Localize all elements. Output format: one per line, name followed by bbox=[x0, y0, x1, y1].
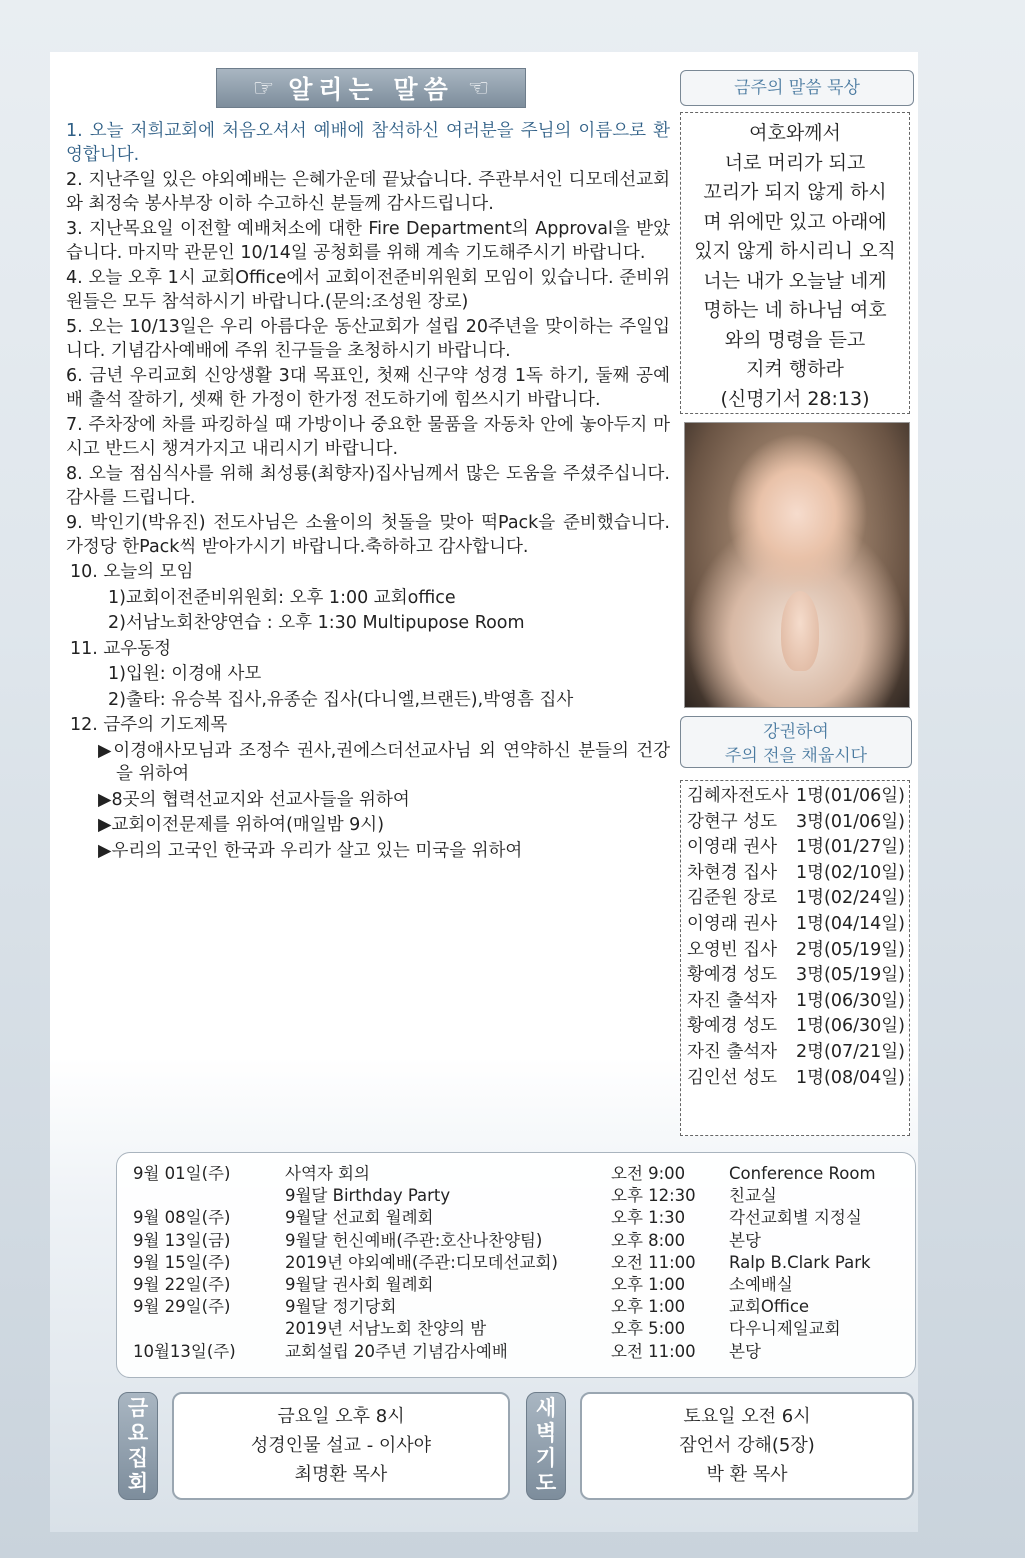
evangelist-name: 김준원 장로 bbox=[687, 888, 778, 909]
schedule-date: 9월 13일(금) bbox=[133, 1230, 231, 1250]
schedule-place: Conference Room bbox=[729, 1164, 876, 1183]
list-item bbox=[687, 938, 909, 964]
evangelism-count: 2명(05/19일) bbox=[795, 939, 905, 960]
table-row bbox=[117, 1318, 915, 1340]
schedule-table bbox=[116, 1152, 916, 1378]
evangelism-count: 1명(01/06일) bbox=[795, 786, 905, 806]
notice-item: 7. 주차장에 차를 파킹하실 때 가방이나 중요한 물품을 자동차 안에 놓아두지 마시고 반드시 챙겨가지고 내리시기 바랍니다. bbox=[66, 415, 670, 459]
prayer-item: ▶8곳의 협력선교지와 선교사들을 위하여 bbox=[98, 789, 410, 810]
list-item bbox=[687, 912, 909, 938]
evangelist-name: 이영래 권사 bbox=[687, 913, 778, 934]
dawn-prayer-label-text: 새벽기도 bbox=[535, 1396, 557, 1495]
schedule-date: 9월 08일(주) bbox=[133, 1208, 231, 1228]
schedule-place: 소예배실 bbox=[729, 1274, 793, 1294]
schedule-time: 오전 11:00 bbox=[611, 1341, 696, 1361]
prayer-item: ▶우리의 고국인 한국과 우리가 살고 있는 미국을 위하여 bbox=[98, 840, 523, 861]
evangelist-name: 김인선 성도 bbox=[687, 1067, 778, 1088]
evangelist-name: 황예경 성도 bbox=[687, 965, 778, 986]
friday-meeting-box bbox=[172, 1392, 510, 1500]
members-news-heading: 11. 교우동정 bbox=[70, 638, 172, 659]
meetings-heading: 10. 오늘의 모임 bbox=[70, 562, 194, 582]
friday-meeting-line: 성경인물 설교 - 이사야 bbox=[250, 1435, 432, 1456]
prayer-item: ▶이경애사모님과 조정수 권사,권에스더선교사님 외 연약하신 분들의 건강을 위하여 bbox=[98, 740, 670, 784]
list-item bbox=[687, 1040, 909, 1066]
schedule-time: 오전 11:00 bbox=[611, 1252, 696, 1272]
evangelism-list bbox=[680, 780, 910, 1136]
table-row bbox=[117, 1230, 915, 1252]
evangelism-count: 1명(02/24일) bbox=[795, 888, 905, 909]
dawn-prayer-line: 박 환 목사 bbox=[706, 1464, 788, 1485]
schedule-date: 9월 01일(주) bbox=[133, 1164, 231, 1183]
notice-item: 6. 금년 우리교회 신앙생활 3대 목표인, 첫째 신구약 성경 1독 하기, 둘째 공예배 출석 잘하기, 셋째 한 가정이 한가정 전도하기에 힘쓰시기 바랍니다. bbox=[66, 366, 670, 410]
list-item bbox=[687, 963, 909, 989]
notice-item: 8. 오늘 점심식사를 위해 최성룡(최향자)집사님께서 많은 도움을 주셨주십니다. 감사를 드립니다. bbox=[66, 464, 670, 508]
evangelist-name: 오영빈 집사 bbox=[687, 939, 778, 960]
dawn-prayer-label bbox=[526, 1392, 566, 1500]
pointing-hand-left-icon: ☜ bbox=[467, 74, 490, 102]
verse-line: 너는 내가 오늘날 네게 bbox=[703, 269, 887, 292]
list-item bbox=[687, 861, 909, 887]
praying-child-photo bbox=[684, 422, 910, 708]
members-news-line: 1)입원: 이경애 사모 bbox=[108, 664, 262, 684]
friday-meeting-label-text: 금요집회 bbox=[127, 1396, 149, 1495]
list-item bbox=[687, 886, 909, 912]
verse-line: 명하는 네 하나님 여호 bbox=[703, 299, 887, 321]
members-news-line: 2)출타: 유승복 집사,유종순 집사(다니엘,브랜든),박영흠 집사 bbox=[108, 689, 574, 710]
notice-item: 3. 지난목요일 이전할 예배처소에 대한 Fire Department의 Approval을 받았습니다. 마지막 관문인 10/14일 공청회를 위해 계속 기도해주시기 바랍니다. bbox=[66, 219, 670, 263]
evangelist-name: 자진 출석자 bbox=[687, 1041, 778, 1062]
schedule-place: 친교실 bbox=[729, 1186, 777, 1206]
table-row bbox=[117, 1252, 915, 1274]
schedule-event: 9월달 헌신예배(주관:호산나찬양팀) bbox=[285, 1230, 543, 1250]
schedule-place: 본당 bbox=[729, 1230, 761, 1250]
schedule-event: 사역자 회의 bbox=[285, 1164, 370, 1183]
evangelism-count: 2명(07/21일) bbox=[795, 1041, 905, 1062]
verse-line: 꼬리가 되지 않게 하시 bbox=[703, 181, 887, 203]
notice-item: 5. 오는 10/13일은 우리 아름다운 동산교회가 설립 20주년을 맞이하는 주일입니다. 기념감사예배에 주위 친구들을 초청하시기 바랍니다. bbox=[66, 317, 670, 361]
evangelist-name: 김혜자전도사 bbox=[687, 786, 789, 806]
friday-meeting-line: 최명환 목사 bbox=[294, 1464, 388, 1485]
verse-line: 지켜 행하라 bbox=[746, 358, 844, 380]
verse-line: 여호와께서 bbox=[749, 122, 841, 144]
evangelism-count: 1명(08/04일) bbox=[795, 1067, 905, 1088]
schedule-time: 오후 8:00 bbox=[611, 1230, 686, 1250]
list-item bbox=[687, 810, 909, 836]
table-row bbox=[117, 1274, 915, 1296]
notice-item: 2. 지난주일 있은 야외예배는 은혜가운데 끝났습니다. 주관부서인 디모데선교회와 최정숙 봉사부장 이하 수고하신 분들께 감사드립니다. bbox=[66, 170, 670, 214]
schedule-time: 오후 12:30 bbox=[611, 1186, 696, 1206]
table-row bbox=[117, 1296, 915, 1318]
notice-item: 1. 오늘 저희교회에 처음오셔서 예배에 참석하신 여러분을 주님의 이름으로 환영합니다. bbox=[66, 121, 670, 165]
table-row bbox=[117, 1341, 915, 1363]
schedule-date: 9월 22일(주) bbox=[133, 1274, 231, 1294]
list-item bbox=[687, 784, 909, 810]
notice-item: 4. 오늘 오후 1시 교회Office에서 교회이전준비위원회 모임이 있습니다. 준비위원들은 모두 참석하시기 바랍니다.(문의:조성원 장로) bbox=[66, 268, 670, 312]
meeting-line: 2)서남노회찬양연습 : 오후 1:30 Multipupose Room bbox=[108, 613, 525, 633]
schedule-time: 오전 9:00 bbox=[611, 1164, 686, 1183]
evangelism-title-line: 강권하여 bbox=[763, 722, 829, 742]
schedule-place: 각선교회별 지정실 bbox=[729, 1208, 862, 1228]
schedule-event: 9월달 정기당회 bbox=[285, 1297, 397, 1317]
praying-hands-shape bbox=[781, 591, 819, 671]
evangelist-name: 자진 출석자 bbox=[687, 990, 778, 1011]
schedule-event: 2019년 서남노회 찬양의 밤 bbox=[285, 1319, 487, 1339]
evangelist-name: 이영래 권사 bbox=[687, 837, 778, 858]
notice-title: 알리는 말씀 bbox=[288, 75, 454, 104]
schedule-event: 2019년 야외예배(주관:디모데선교회) bbox=[285, 1252, 558, 1272]
evangelism-title-line: 주의 전을 채웁시다 bbox=[724, 746, 868, 766]
evangelism-count: 3명(01/06일) bbox=[795, 811, 905, 832]
dawn-prayer-line: 토요일 오전 6시 bbox=[683, 1406, 811, 1427]
pointing-hand-right-icon: ☞ bbox=[252, 74, 275, 102]
schedule-time: 오후 1:30 bbox=[611, 1208, 686, 1228]
schedule-time: 오후 1:00 bbox=[611, 1274, 686, 1294]
list-item bbox=[687, 1066, 909, 1092]
evangelism-count: 1명(06/30일) bbox=[795, 1016, 905, 1037]
schedule-time: 오후 5:00 bbox=[611, 1319, 686, 1339]
schedule-event: 9월달 선교회 월례회 bbox=[285, 1208, 434, 1228]
evangelism-count: 1명(06/30일) bbox=[795, 990, 905, 1011]
schedule-place: 다우니제일교회 bbox=[729, 1319, 841, 1339]
list-item bbox=[687, 1014, 909, 1040]
schedule-place: Ralp B.Clark Park bbox=[729, 1252, 871, 1272]
schedule-place: 본당 bbox=[729, 1341, 761, 1361]
schedule-event: 9월달 권사회 월례회 bbox=[285, 1274, 434, 1294]
dawn-prayer-box bbox=[580, 1392, 914, 1500]
schedule-date: 9월 29일(주) bbox=[133, 1297, 231, 1317]
table-row bbox=[117, 1185, 915, 1207]
meeting-line: 1)교회이전준비위원회: 오후 1:00 교회office bbox=[108, 587, 456, 608]
evangelism-count: 1명(01/27일) bbox=[795, 837, 905, 858]
verse-line: 며 위에만 있고 아래에 bbox=[703, 210, 887, 233]
evangelist-name: 강현구 성도 bbox=[687, 811, 778, 832]
evangelist-name: 황예경 성도 bbox=[687, 1016, 778, 1037]
evangelist-name: 차현경 집사 bbox=[687, 862, 778, 883]
evangelism-count: 1명(02/10일) bbox=[795, 862, 905, 883]
notice-title-banner bbox=[216, 68, 526, 108]
list-item bbox=[687, 835, 909, 861]
schedule-event: 교회설립 20주년 기념감사예배 bbox=[285, 1341, 508, 1361]
schedule-place: 교회Office bbox=[729, 1297, 810, 1317]
evangelism-count: 1명(04/14일) bbox=[795, 913, 905, 934]
prayer-heading: 12. 금주의 기도제목 bbox=[70, 715, 228, 735]
verse-line: 와의 명령을 듣고 bbox=[724, 328, 866, 351]
notice-list bbox=[66, 120, 670, 865]
dawn-prayer-line: 잠언서 강해(5장) bbox=[679, 1435, 815, 1456]
prayer-item: ▶교회이전문제를 위하여(매일밤 9시) bbox=[98, 815, 385, 835]
schedule-time: 오후 1:00 bbox=[611, 1297, 686, 1317]
schedule-date: 9월 15일(주) bbox=[133, 1252, 231, 1272]
evangelism-count: 3명(05/19일) bbox=[795, 965, 905, 986]
verse-line: 너로 머리가 되고 bbox=[724, 151, 866, 174]
evangelism-title bbox=[680, 716, 912, 768]
friday-meeting-line: 금요일 오후 8시 bbox=[277, 1406, 405, 1427]
meditation-box bbox=[680, 112, 910, 414]
schedule-event: 9월달 Birthday Party bbox=[285, 1186, 451, 1206]
list-item bbox=[687, 989, 909, 1015]
meditation-title: 금주의 말씀 묵상 bbox=[680, 70, 914, 106]
table-row bbox=[117, 1207, 915, 1229]
notice-item: 9. 박인기(박유진) 전도사님은 소율이의 첫돌을 맞아 떡Pack을 준비했습니다. 가정당 한Pack씩 받아가시기 바랍니다.축하하고 감사합니다. bbox=[66, 513, 670, 557]
friday-meeting-label bbox=[118, 1392, 158, 1500]
verse-reference: (신명기서 28:13) bbox=[720, 387, 870, 410]
table-row bbox=[117, 1163, 915, 1185]
schedule-date: 10월13일(주) bbox=[133, 1341, 236, 1361]
verse-line: 있지 않게 하시리니 오직 bbox=[694, 240, 896, 262]
